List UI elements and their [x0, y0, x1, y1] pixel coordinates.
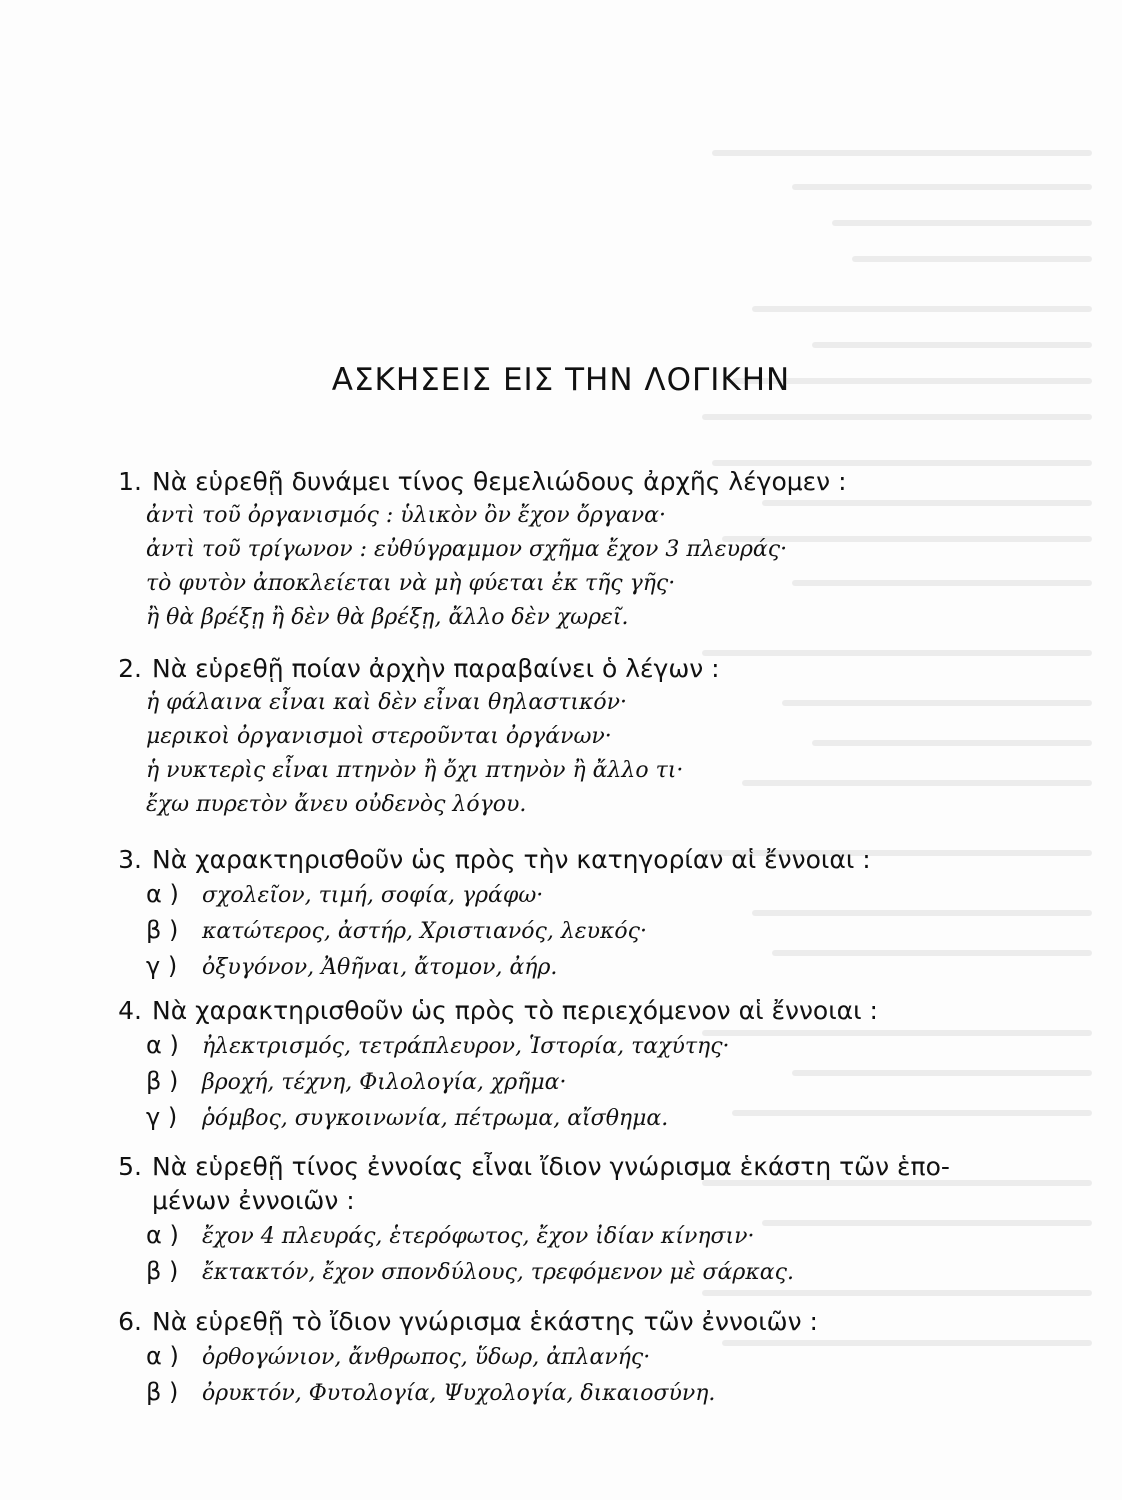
- item-text: ὀρθογώνιον, ἄνθρωπος, ὕδωρ, ἀπλανής·: [202, 1345, 651, 1370]
- exercise-3: [100, 843, 1060, 985]
- item-label: γ ): [146, 1103, 178, 1131]
- item-text: βροχή, τέχνη, Φιλολογία, χρῆμα·: [202, 1070, 567, 1095]
- exercise-number: 3.: [118, 845, 142, 874]
- exercise-question: Νὰ εὑρεθῇ τίνος ἐννοίας εἶναι ἴδιον γνώρισμα ἑκάστη τῶν ἑπο-: [152, 1152, 950, 1181]
- item-text: κατώτερος, ἀστήρ, Χριστιανός, λευκός·: [202, 919, 647, 944]
- item-text: ῥόμβος, συγκοινωνία, πέτρωμα, αἴσθημα.: [202, 1106, 669, 1131]
- exercise-question: Νὰ εὑρεθῇ δυνάμει τίνος θεμελιώδους ἀρχῆς λέγομεν :: [152, 467, 847, 496]
- exercise-number: 5.: [118, 1152, 142, 1181]
- list-item: [100, 1218, 1060, 1254]
- list-item: [100, 1254, 1060, 1290]
- item-label: β ): [146, 916, 179, 944]
- list-item: [100, 1064, 1060, 1100]
- item-text: ἔχον 4 πλευράς, ἑτερόφωτος, ἔχον ἰδίαν κίνησιν·: [202, 1224, 755, 1249]
- item-text: ἔχω πυρετὸν ἄνευ οὐδενὸς λόγου.: [146, 792, 527, 817]
- list-item: [100, 788, 1060, 822]
- item-text: ἡ φάλαινα εἶναι καὶ δὲν εἶναι θηλαστικόν·: [146, 690, 628, 715]
- list-item: [100, 533, 1060, 567]
- list-item: [100, 601, 1060, 635]
- item-text: σχολεῖον, τιμή, σοφία, γράφω·: [202, 883, 544, 908]
- item-label: β ): [146, 1378, 179, 1406]
- item-text: ὀξυγόνον, Ἀθῆναι, ἄτομον, ἀήρ.: [202, 955, 558, 980]
- exercise-2: [100, 652, 1060, 822]
- exercise-question: Νὰ εὑρεθῇ ποίαν ἀρχὴν παραβαίνει ὁ λέγων :: [152, 654, 720, 683]
- list-item: [100, 1100, 1060, 1136]
- exercise-question: Νὰ εὑρεθῇ τὸ ἴδιον γνώρισμα ἑκάστης τῶν ἐννοιῶν :: [152, 1307, 818, 1336]
- exercise-1: [100, 465, 1060, 635]
- item-text: τὸ φυτὸν ἀποκλείεται νὰ μὴ φύεται ἐκ τῆς γῆς·: [146, 571, 676, 596]
- item-label: α ): [146, 1031, 179, 1059]
- list-item: [100, 754, 1060, 788]
- exercise-number: 1.: [118, 467, 142, 496]
- item-text: ἀντὶ τοῦ τρίγωνον : εὐθύγραμμον σχῆμα ἔχον 3 πλευράς·: [146, 537, 788, 562]
- item-label: α ): [146, 880, 179, 908]
- page-title: ΑΣΚΗΣΕΙΣ ΕΙΣ ΤΗΝ ΛΟΓΙΚΗΝ: [331, 362, 791, 398]
- item-label: γ ): [146, 952, 178, 980]
- exercise-5: [100, 1150, 1060, 1290]
- item-text: ἔκτακτόν, ἔχον σπονδύλους, τρεφόμενον μὲ σάρκας.: [202, 1260, 794, 1285]
- list-item: [100, 949, 1060, 985]
- item-label: α ): [146, 1221, 179, 1249]
- list-item: [100, 686, 1060, 720]
- exercise-number: 2.: [118, 654, 142, 683]
- item-text: μερικοὶ ὀργανισμοὶ στεροῦνται ὀργάνων·: [146, 724, 612, 749]
- exercise-question-continuation: μένων ἐννοιῶν :: [152, 1186, 355, 1215]
- list-item: [100, 720, 1060, 754]
- list-item: [100, 877, 1060, 913]
- item-text: ἢ θὰ βρέξῃ ἢ δὲν θὰ βρέξῃ, ἄλλο δὲν χωρεῖ.: [146, 605, 629, 630]
- exercise-number: 6.: [118, 1307, 142, 1336]
- list-item: [100, 567, 1060, 601]
- exercise-question: Νὰ χαρακτηρισθοῦν ὡς πρὸς τὴν κατηγορίαν αἱ ἔννοιαι :: [152, 845, 871, 874]
- list-item: [100, 1339, 1060, 1375]
- item-text: ὀρυκτόν, Φυτολογία, Ψυχολογία, δικαιοσύνη.: [202, 1381, 716, 1406]
- exercise-4: [100, 994, 1060, 1136]
- item-label: β ): [146, 1257, 179, 1285]
- list-item: [100, 1028, 1060, 1064]
- exercise-6: [100, 1305, 1060, 1411]
- exercise-number: 4.: [118, 996, 142, 1025]
- list-item: [100, 1375, 1060, 1411]
- item-label: α ): [146, 1342, 179, 1370]
- item-text: ἀντὶ τοῦ ὀργανισμός : ὑλικὸν ὂν ἔχον ὄργανα·: [146, 503, 667, 528]
- list-item: [100, 499, 1060, 533]
- list-item: [100, 913, 1060, 949]
- item-text: ἠλεκτρισμός, τετράπλευρον, Ἱστορία, ταχύτης·: [202, 1034, 730, 1059]
- item-label: β ): [146, 1067, 179, 1095]
- exercise-question: Νὰ χαρακτηρισθοῦν ὡς πρὸς τὸ περιεχόμενον αἱ ἔννοιαι :: [152, 996, 878, 1025]
- item-text: ἡ νυκτερὶς εἶναι πτηνὸν ἢ ὄχι πτηνὸν ἢ ἄλλο τι·: [146, 758, 684, 783]
